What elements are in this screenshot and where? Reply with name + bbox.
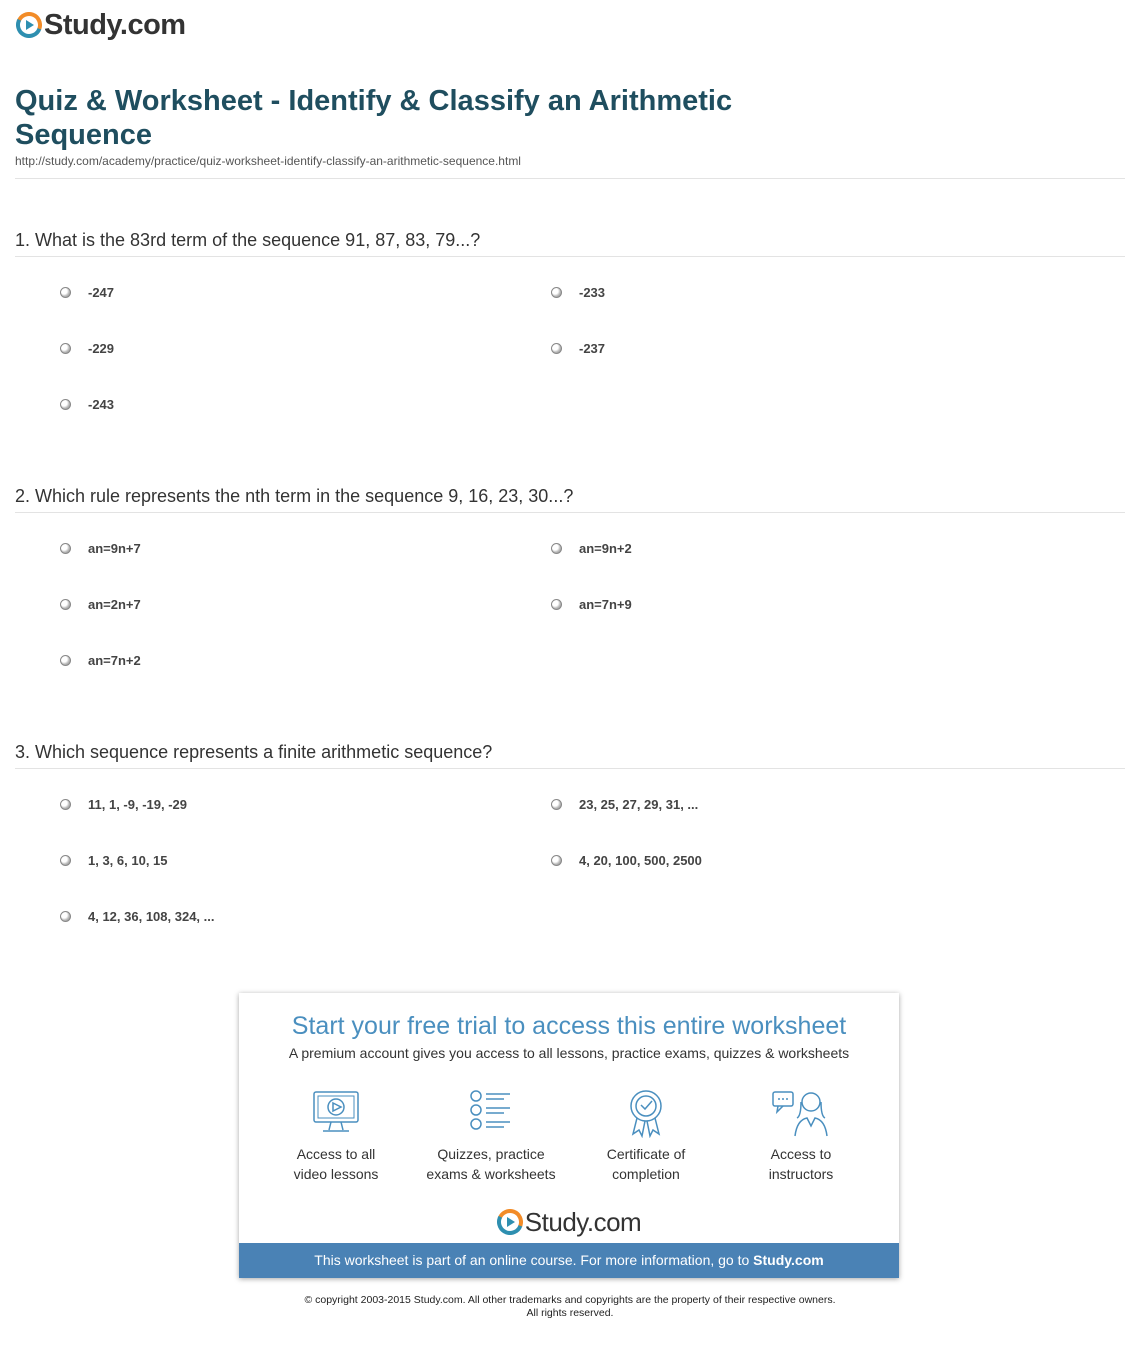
divider [15, 256, 1125, 257]
answer-option[interactable] [60, 653, 141, 668]
option-label: -229 [88, 341, 115, 356]
radio-button[interactable] [60, 287, 71, 298]
promo-footer-text: This worksheet is part of an online course. For more information, go to [314, 1252, 754, 1268]
feature-label: Certificate of completion [606, 1146, 686, 1182]
video-lesson-icon [311, 1088, 361, 1138]
study-link[interactable]: Study.com [753, 1252, 824, 1268]
divider [15, 178, 1125, 179]
copyright-line: © copyright 2003-2015 Study.com. All other trademarks and copyrights are the property of their respective owners. [304, 1294, 836, 1306]
radio-button[interactable] [551, 599, 562, 610]
radio-button[interactable] [60, 799, 71, 810]
option-label: -247 [88, 285, 115, 300]
option-label: 4, 20, 100, 500, 2500 [579, 853, 702, 868]
page-url: http://study.com/academy/practice/quiz-worksheet-identify-classify-an-arithmetic-sequence.html [15, 154, 521, 168]
answer-option[interactable] [60, 285, 114, 300]
answer-option[interactable] [60, 597, 141, 612]
radio-button[interactable] [60, 855, 71, 866]
feature-certificate [566, 1088, 726, 1184]
option-label: 1, 3, 6, 10, 15 [88, 853, 168, 868]
answer-option[interactable] [551, 597, 632, 612]
study-logo[interactable] [16, 10, 186, 40]
radio-button[interactable] [551, 343, 562, 354]
free-trial-promo[interactable] [239, 993, 899, 1278]
answer-option[interactable] [551, 853, 702, 868]
radio-button[interactable] [551, 855, 562, 866]
radio-button[interactable] [551, 287, 562, 298]
feature-label: Quizzes, practice exams & worksheets [426, 1146, 556, 1182]
feature-video-lessons [256, 1088, 416, 1184]
promo-subheading: A premium account gives you access to all lessons, practice exams, quizzes & worksheets [288, 1045, 850, 1061]
answer-option[interactable] [60, 909, 214, 924]
option-label: an=9n+7 [88, 541, 141, 556]
certificate-icon [621, 1088, 671, 1138]
answer-option[interactable] [551, 797, 698, 812]
divider [15, 512, 1125, 513]
question-3: 3. Which sequence represents a finite arithmetic sequence? [15, 742, 493, 762]
answer-option[interactable] [60, 541, 141, 556]
option-label: -243 [88, 397, 115, 412]
copyright-line: All rights reserved. [526, 1307, 614, 1319]
feature-label: Access to instructors [768, 1146, 834, 1182]
answer-option[interactable] [60, 397, 114, 412]
radio-button[interactable] [60, 543, 71, 554]
promo-study-logo[interactable] [239, 1207, 899, 1237]
answer-option[interactable] [551, 285, 605, 300]
option-label: 4, 12, 36, 108, 324, ... [88, 909, 215, 924]
logo-text: Study.com [44, 9, 186, 41]
answer-option[interactable] [60, 853, 168, 868]
radio-button[interactable] [551, 543, 562, 554]
promo-heading[interactable]: Start your free trial to access this entire worksheet [291, 1012, 847, 1040]
answer-option[interactable] [551, 541, 632, 556]
question-2: 2. Which rule represents the nth term in the sequence 9, 16, 23, 30...? [15, 486, 574, 506]
option-label: 11, 1, -9, -19, -29 [88, 797, 188, 812]
feature-quizzes [411, 1088, 571, 1184]
radio-button[interactable] [60, 911, 71, 922]
question-1: 1. What is the 83rd term of the sequence 91, 87, 83, 79...? [15, 230, 481, 250]
answer-option[interactable] [60, 797, 187, 812]
option-label: an=2n+7 [88, 597, 141, 612]
radio-button[interactable] [60, 599, 71, 610]
feature-label: Access to all video lessons [293, 1146, 379, 1182]
instructor-icon [771, 1088, 831, 1138]
radio-button[interactable] [60, 655, 71, 666]
study-logo-icon [16, 12, 42, 38]
copyright [0, 1294, 1140, 1320]
option-label: an=7n+2 [88, 653, 141, 668]
radio-button[interactable] [551, 799, 562, 810]
answer-option[interactable] [551, 341, 605, 356]
promo-footer-bar [239, 1243, 899, 1278]
option-label: 23, 25, 27, 29, 31, ... [579, 797, 699, 812]
option-label: an=9n+2 [579, 541, 632, 556]
radio-button[interactable] [60, 399, 71, 410]
quiz-list-icon [466, 1088, 516, 1138]
logo-text: Study.com [524, 1207, 642, 1237]
divider [15, 768, 1125, 769]
answer-option[interactable] [60, 341, 114, 356]
radio-button[interactable] [60, 343, 71, 354]
study-logo-icon [497, 1209, 523, 1235]
option-label: -237 [579, 341, 606, 356]
page-title: Quiz & Worksheet - Identify & Classify an Arithmetic Sequence [15, 85, 733, 151]
option-label: an=7n+9 [579, 597, 632, 612]
option-label: -233 [579, 285, 606, 300]
feature-instructors [721, 1088, 881, 1184]
